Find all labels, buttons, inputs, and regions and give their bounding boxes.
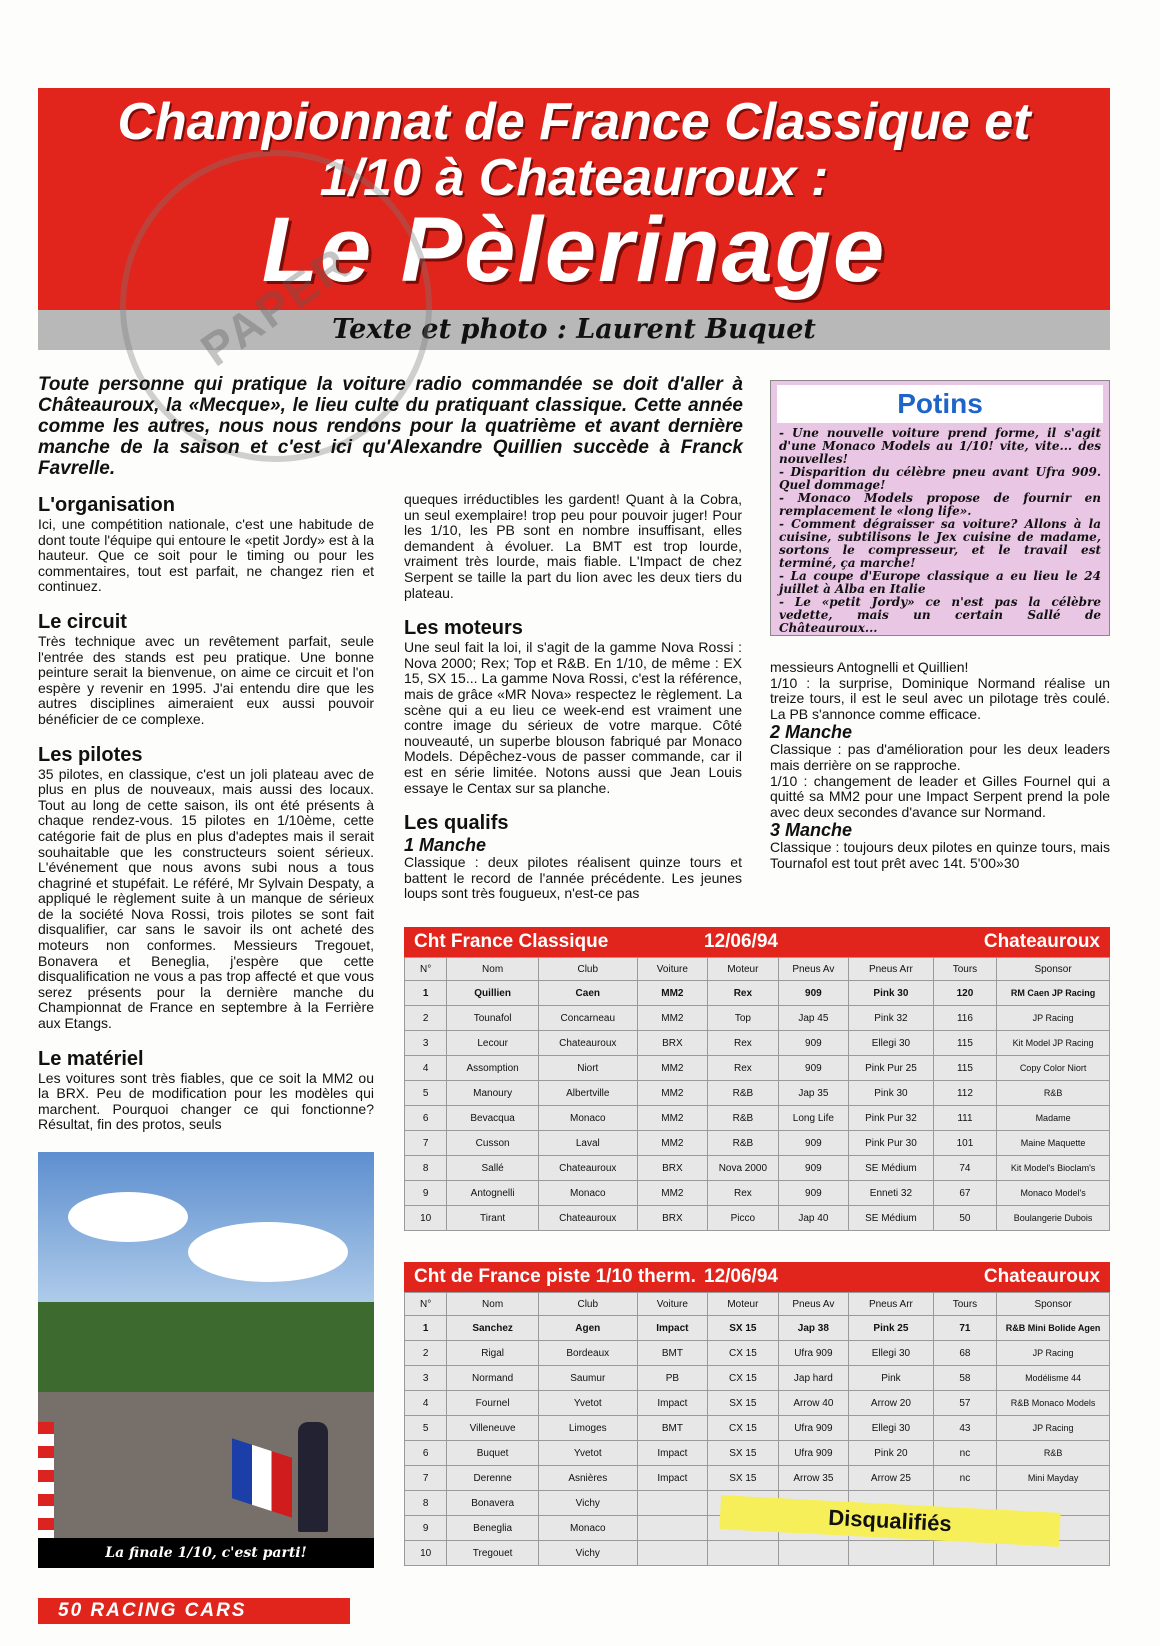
table-column-headers — [405, 1293, 1110, 1316]
headline: Le Pèlerinage — [261, 199, 887, 301]
column-header: N° — [405, 958, 447, 981]
table-row — [405, 1031, 1110, 1056]
table-cell: CX 15 — [708, 1341, 779, 1366]
table-cell: 115 — [933, 1031, 996, 1056]
results-table-classique — [404, 927, 1110, 1231]
table-cell: Chateauroux — [538, 1156, 637, 1181]
table-cell: MM2 — [637, 1081, 708, 1106]
table-cell: 909 — [778, 1031, 849, 1056]
section-title-materiel: Le matériel — [38, 1047, 144, 1070]
table-header-bar — [404, 927, 1110, 957]
table-cell: Albertville — [538, 1081, 637, 1106]
table-cell: Assomption — [447, 1056, 539, 1081]
column-header: Pneus Arr — [849, 1293, 934, 1316]
section-title-qualifs: Les qualifs — [404, 812, 509, 835]
results-grid — [404, 957, 1110, 1231]
table-cell: Impact — [637, 1316, 708, 1341]
table-row — [405, 1006, 1110, 1031]
column-header: N° — [405, 1293, 447, 1316]
table-cell: SX 15 — [708, 1466, 779, 1491]
manche-1-title: 1 Manche — [404, 835, 487, 856]
table-cell: CX 15 — [708, 1416, 779, 1441]
table-row — [405, 1541, 1110, 1566]
table-cell: SX 15 — [708, 1441, 779, 1466]
table-cell: 909 — [778, 981, 849, 1006]
table-cell: Bevacqua — [447, 1106, 539, 1131]
table-cell: Buquet — [447, 1441, 539, 1466]
column-header: Moteur — [708, 958, 779, 981]
table-cell: JP Racing — [997, 1416, 1110, 1441]
section-title-organisation: L'organisation — [38, 494, 175, 516]
page-footer: 50 RACING CARS — [38, 1598, 350, 1624]
table-cell: 3 — [405, 1366, 447, 1391]
table-cell: 68 — [933, 1341, 996, 1366]
manche-1-110-text: 1/10 : la surprise, Dominique Normand réalise un treize tours, il est le seul avec un pilotage très coulé. La PB s'annonce comme efficace. — [770, 674, 1110, 722]
table-cell: MM2 — [637, 1056, 708, 1081]
column-3 — [770, 660, 1110, 872]
table-cell: Vichy — [538, 1541, 637, 1566]
table-cell: 7 — [405, 1466, 447, 1491]
table-cell: Arrow 40 — [778, 1391, 849, 1416]
table-cell: 7 — [405, 1131, 447, 1156]
table-row — [405, 1206, 1110, 1231]
table-cell: BMT — [637, 1416, 708, 1441]
table-cell: 909 — [778, 1156, 849, 1181]
table-row — [405, 1466, 1110, 1491]
table-place: Chateauroux — [983, 931, 1100, 952]
table-cell: Modélisme 44 — [997, 1366, 1110, 1391]
section-text-organisation: Ici, une compétition nationale, c'est une habitude de dont toute l'équipe qui entoure le «petit Jordy» est à la hauteur. Que ce soit pour le timing ou pour les commentaires, tout est parfait, ne changez rien et continuez. — [38, 516, 374, 595]
table-cell: Concarneau — [538, 1006, 637, 1031]
table-cell: Normand — [447, 1366, 539, 1391]
manche-3-title: 3 Manche — [770, 820, 853, 841]
manche-1-cont: messieurs Antognelli et Quillien! — [770, 659, 969, 675]
potins-list — [779, 427, 1101, 635]
table-cell: BRX — [637, 1156, 708, 1181]
disqualified-label: Disqualifiés — [719, 1495, 1060, 1547]
table-cell: R&B — [708, 1081, 779, 1106]
table-title: Cht de France piste 1/10 therm. — [414, 1266, 696, 1287]
table-cell: 2 — [405, 1341, 447, 1366]
table-row — [405, 1181, 1110, 1206]
table-cell: Tirant — [447, 1206, 539, 1231]
table-cell: BRX — [637, 1206, 708, 1231]
column-header: Moteur — [708, 1293, 779, 1316]
table-cell: MM2 — [637, 1181, 708, 1206]
table-cell: Maine Maquette — [997, 1131, 1110, 1156]
table-cell: Yvetot — [538, 1441, 637, 1466]
table-cell — [637, 1516, 708, 1541]
table-cell: 8 — [405, 1156, 447, 1181]
table-cell: Jap 40 — [778, 1206, 849, 1231]
column-header: Club — [538, 1293, 637, 1316]
table-cell: Pink — [849, 1366, 934, 1391]
section-title-pilotes: Les pilotes — [38, 743, 143, 766]
table-cell: PB — [637, 1366, 708, 1391]
section-text-pilotes: 35 pilotes, en classique, c'est un joli plateau avec de plus en plus de nouveaux, mais aussi des locaux. Tout au long de cette saison, ils ont été présents à chaque rendez-vous. 15 pilotes en 1/10ème, cette catégorie fait de plus en plus d'adeptes mais il serait souhaitable que les constructeurs soient sérieux. L'événement que nous avons subi nous a tous chagriné et stupéfait. Le référé, Mr Sylvain Despaty, a appliqué le règlement suite à un manque de sérieux de la société Nova Rossi, trois pilotes se sont fait disqualifier, car sans le savoir ils ont acheté des moteurs non conformes. Messieurs Tregouet, Bonavera et Beneglia, j'espère que cette disqualification ne vous a pas trop affecté et que vous serez présents pour la dernière manche du Championnat de France en septembre à la Ferrière aux Etangs. — [38, 765, 374, 1032]
table-cell: 909 — [778, 1131, 849, 1156]
table-cell: Quillien — [447, 981, 539, 1006]
table-cell: MM2 — [637, 1006, 708, 1031]
table-cell — [849, 1541, 934, 1566]
table-cell: Ellegi 30 — [849, 1416, 934, 1441]
table-cell: Ufra 909 — [778, 1416, 849, 1441]
table-cell: R&B Mini Bolide Agen — [997, 1316, 1110, 1341]
table-cell: BMT — [637, 1341, 708, 1366]
column-header: Pneus Av — [778, 958, 849, 981]
table-cell: Pink 30 — [849, 981, 934, 1006]
table-cell: Pink Pur 32 — [849, 1106, 934, 1131]
table-cell — [708, 1541, 779, 1566]
table-cell: Bonavera — [447, 1491, 539, 1516]
table-cell: 4 — [405, 1056, 447, 1081]
byline: Texte et photo : Laurent Buquet — [38, 310, 1110, 350]
potins-title: Potins — [777, 385, 1103, 423]
table-cell — [778, 1541, 849, 1566]
table-cell: Impact — [637, 1466, 708, 1491]
table-cell: Sallé — [447, 1156, 539, 1181]
manche-2-title: 2 Manche — [770, 722, 853, 743]
table-cell: 74 — [933, 1156, 996, 1181]
table-cell: Nova 2000 — [708, 1156, 779, 1181]
table-cell: Lecour — [447, 1031, 539, 1056]
table-cell: R&B — [997, 1441, 1110, 1466]
table-cell: Antognelli — [447, 1181, 539, 1206]
table-cell: 9 — [405, 1181, 447, 1206]
table-cell: Copy Color Niort — [997, 1056, 1110, 1081]
table-cell: Rigal — [447, 1341, 539, 1366]
table-cell: Madame — [997, 1106, 1110, 1131]
table-cell: 111 — [933, 1106, 996, 1131]
table-cell: Bordeaux — [538, 1341, 637, 1366]
table-row — [405, 1156, 1110, 1181]
table-cell: Kit Model JP Racing — [997, 1031, 1110, 1056]
potins-item: - Monaco Models propose de fournir en remplacement le «long life». — [779, 491, 1101, 518]
table-cell: JP Racing — [997, 1006, 1110, 1031]
race-photo — [38, 1152, 374, 1568]
table-cell: Beneglia — [447, 1516, 539, 1541]
table-cell: 4 — [405, 1391, 447, 1416]
table-cell: Ufra 909 — [778, 1341, 849, 1366]
table-cell: Sanchez — [447, 1316, 539, 1341]
table-cell: Pink Pur 25 — [849, 1056, 934, 1081]
table-cell: 909 — [778, 1056, 849, 1081]
table-cell — [637, 1491, 708, 1516]
table-cell: 10 — [405, 1541, 447, 1566]
table-cell: Jap 35 — [778, 1081, 849, 1106]
table-cell: Vichy — [538, 1491, 637, 1516]
section-text-materiel: Les voitures sont très fiables, que ce soit la MM2 ou la BRX. Peu de modification pour les modèles qui marchent. Pourquoi changer ce qui fonctionne? Résultat, fin des protos, seuls — [38, 1069, 374, 1133]
potins-item: - Le «petit Jordy» ce n'est pas la célèbre vedette, mais un certain Sallé de Châteauroux... — [779, 595, 1101, 635]
table-cell: Arrow 20 — [849, 1391, 934, 1416]
table-cell: Ellegi 30 — [849, 1031, 934, 1056]
table-cell: 50 — [933, 1206, 996, 1231]
column-header: Club — [538, 958, 637, 981]
table-row — [405, 1416, 1110, 1441]
table-cell: R&B — [997, 1081, 1110, 1106]
table-row — [405, 1081, 1110, 1106]
table-cell: Pink 30 — [849, 1081, 934, 1106]
table-cell: 3 — [405, 1031, 447, 1056]
table-row — [405, 1106, 1110, 1131]
table-cell: R&B — [708, 1106, 779, 1131]
column-header: Pneus Arr — [849, 958, 934, 981]
table-cell: SX 15 — [708, 1391, 779, 1416]
potins-item: - Une nouvelle voiture prend forme, il s'agit d'une Monaco Models au 1/10! vite, vite... des nouvelles! — [779, 426, 1101, 466]
photo-cloud — [188, 1222, 348, 1282]
table-cell: Pink Pur 30 — [849, 1131, 934, 1156]
table-cell: Rex — [708, 1031, 779, 1056]
photo-trees — [38, 1302, 374, 1392]
table-cell: Laval — [538, 1131, 637, 1156]
table-cell: 8 — [405, 1491, 447, 1516]
table-cell: 5 — [405, 1081, 447, 1106]
table-cell: Tounafol — [447, 1006, 539, 1031]
manche-2-110-text: 1/10 : changement de leader et Gilles Fournel qui a quitté sa MM2 pour une Impact Serpent prend la pole avec deux secondes d'avance sur Normand. — [770, 772, 1110, 820]
title-line-2: 1/10 à Chateauroux : — [319, 149, 829, 207]
table-cell: 6 — [405, 1441, 447, 1466]
table-cell: RM Caen JP Racing — [997, 981, 1110, 1006]
table-cell: SE Médium — [849, 1206, 934, 1231]
table-cell: R&B — [708, 1131, 779, 1156]
title-line-1: Championnat de France Classique et — [117, 93, 1031, 151]
table-date: 12/06/94 — [704, 1266, 778, 1287]
table-cell: CX 15 — [708, 1366, 779, 1391]
table-cell: Impact — [637, 1391, 708, 1416]
table-cell: Rex — [708, 1056, 779, 1081]
manche-2-text: Classique : pas d'amélioration pour les deux leaders mais derrière on se rapproche. — [770, 741, 1110, 773]
table-cell: 112 — [933, 1081, 996, 1106]
table-cell: Yvetot — [538, 1391, 637, 1416]
table-cell: Pink 32 — [849, 1006, 934, 1031]
table-cell: nc — [933, 1441, 996, 1466]
table-cell: Mini Mayday — [997, 1466, 1110, 1491]
photo-caption: La finale 1/10, c'est parti! — [38, 1538, 374, 1568]
table-row — [405, 1391, 1110, 1416]
table-column-headers — [405, 958, 1110, 981]
lead-paragraph: Toute personne qui pratique la voiture radio commandée se doit d'aller à Châteauroux, la «Mecque», le lieu culte du pratiquant classique. Cette année comme les autres, nous nous rendons pour la quatrième et avant dernière manche de la saison et c'est ici qu'Alexandre Quillien succède à Franck Favrelle. — [38, 374, 743, 479]
table-cell: JP Racing — [997, 1341, 1110, 1366]
table-cell: Boulangerie Dubois — [997, 1206, 1110, 1231]
table-cell: Ufra 909 — [778, 1441, 849, 1466]
table-cell: Fournel — [447, 1391, 539, 1416]
column-2 — [404, 492, 742, 902]
table-cell: MM2 — [637, 981, 708, 1006]
section-text-materiel-cont: queques irréductibles les gardent! Quant à la Cobra, un seul exemplaire! trop peu pour pouvoir juger! Pour les 1/10, les PB sont en nombre insuffisant, elles demandent à évoluer. La BMT est trop lourde, vraiment très lourde, mais fiable. L'Impact de chez Serpent se taille la part du lion avec les deux tiers du plateau. — [404, 491, 742, 601]
column-header: Sponsor — [997, 958, 1110, 981]
table-cell: Arrow 35 — [778, 1466, 849, 1491]
table-cell: Jap hard — [778, 1366, 849, 1391]
table-cell: Saumur — [538, 1366, 637, 1391]
table-cell: Monaco — [538, 1516, 637, 1541]
column-header: Tours — [933, 958, 996, 981]
table-cell: nc — [933, 1466, 996, 1491]
table-cell: 57 — [933, 1391, 996, 1416]
column-header: Sponsor — [997, 1293, 1110, 1316]
table-cell: Monaco — [538, 1181, 637, 1206]
table-cell: 6 — [405, 1106, 447, 1131]
table-row — [405, 1441, 1110, 1466]
table-cell: MM2 — [637, 1131, 708, 1156]
table-cell: 71 — [933, 1316, 996, 1341]
manche-3-text: Classique : toujours deux pilotes en quinze tours, mais Tournafol est tout prêt avec 14t. 5'00»30 — [770, 839, 1110, 871]
table-cell: Arrow 25 — [849, 1466, 934, 1491]
table-cell: Villeneuve — [447, 1416, 539, 1441]
table-cell: 5 — [405, 1416, 447, 1441]
table-row — [405, 1056, 1110, 1081]
column-header: Nom — [447, 958, 539, 981]
manche-1-text: Classique : deux pilotes réalisent quinze tours et battent le record de l'année précédente. Les jeunes loups sont très fougueux, n'est-ce pas — [404, 854, 742, 902]
table-row — [405, 1131, 1110, 1156]
section-title-circuit: Le circuit — [38, 610, 127, 633]
column-header: Voiture — [637, 1293, 708, 1316]
table-cell: BRX — [637, 1031, 708, 1056]
table-title: Cht France Classique — [414, 931, 609, 952]
table-row — [405, 1341, 1110, 1366]
table-cell: 116 — [933, 1006, 996, 1031]
table-cell: Derenne — [447, 1466, 539, 1491]
table-cell: Pink 25 — [849, 1316, 934, 1341]
table-cell: Impact — [637, 1441, 708, 1466]
section-text-circuit: Très technique avec un revêtement parfait, seule l'entrée des stands est peu pratique. Une bonne peinture serait la bienvenue, on aime ce circuit et l'on espère y revenir en 1995. J'ai entendu dire que les autres disciplines aimeraient eux aussi pouvoir bénéficier de ce complexe. — [38, 632, 374, 727]
table-cell: Top — [708, 1006, 779, 1031]
section-text-moteurs: Une seul fait la loi, il s'agit de la gamme Nova Rossi : Nova 2000; Rex; Top et R&B. En 1/10, de même : EX 15, SX 15... La gamme Nova Rossi, c'est la référence, mais de grâce «MR Nova» respectez le règlement. La scène qui a eu lieu ce week-end est vraiment une contre image du sérieux de votre marque. Côté nouveauté, un superbe blouson fabriqué par Monaco Models. Dépêchez-vous de passer commande, car il est en série limitée. Notons aussi que Jean Louis essaye le Centax sur sa planche. — [404, 639, 742, 796]
table-place: Chateauroux — [983, 1266, 1100, 1287]
table-cell: Long Life — [778, 1106, 849, 1131]
table-cell: 10 — [405, 1206, 447, 1231]
table-cell: Pink 20 — [849, 1441, 934, 1466]
table-cell: Niort — [538, 1056, 637, 1081]
table-cell: Agen — [538, 1316, 637, 1341]
column-header: Pneus Av — [778, 1293, 849, 1316]
table-cell: 120 — [933, 981, 996, 1006]
table-cell: Kit Model's Bioclam's — [997, 1156, 1110, 1181]
table-cell: 909 — [778, 1181, 849, 1206]
table-cell: Jap 38 — [778, 1316, 849, 1341]
table-cell: 1 — [405, 1316, 447, 1341]
column-1 — [38, 494, 374, 1149]
table-cell: Asnières — [538, 1466, 637, 1491]
table-row — [405, 981, 1110, 1006]
table-cell — [637, 1541, 708, 1566]
table-cell: SE Médium — [849, 1156, 934, 1181]
potins-item: - La coupe d'Europe classique a eu lieu le 24 juillet à Alba en Italie — [779, 569, 1101, 596]
table-cell: 115 — [933, 1056, 996, 1081]
table-cell: Rex — [708, 981, 779, 1006]
photo-cloud — [68, 1192, 188, 1242]
table-cell: 2 — [405, 1006, 447, 1031]
potins-item: - Comment dégraisser sa voiture? Allons à la cuisine, subtilisons le Jex cuisine de madame, sortons le compresseur, et le travail est terminé, ça marche! — [779, 517, 1101, 570]
table-cell: 67 — [933, 1181, 996, 1206]
table-cell: Tregouet — [447, 1541, 539, 1566]
table-cell: Enneti 32 — [849, 1181, 934, 1206]
table-cell: Ellegi 30 — [849, 1341, 934, 1366]
table-cell: Caen — [538, 981, 637, 1006]
table-cell: Limoges — [538, 1416, 637, 1441]
table-cell: 1 — [405, 981, 447, 1006]
table-cell: Chateauroux — [538, 1031, 637, 1056]
table-cell: Chateauroux — [538, 1206, 637, 1231]
table-cell: MM2 — [637, 1106, 708, 1131]
table-row — [405, 1366, 1110, 1391]
column-header: Tours — [933, 1293, 996, 1316]
watermark-stamp: PAPER — [59, 89, 494, 524]
column-header: Voiture — [637, 958, 708, 981]
table-cell: 43 — [933, 1416, 996, 1441]
table-cell: Rex — [708, 1181, 779, 1206]
table-cell: Picco — [708, 1206, 779, 1231]
table-cell: Monaco — [538, 1106, 637, 1131]
table-cell: Jap 45 — [778, 1006, 849, 1031]
table-cell: Cusson — [447, 1131, 539, 1156]
photo-starter — [298, 1422, 328, 1532]
table-date: 12/06/94 — [704, 931, 778, 952]
table-cell — [933, 1541, 996, 1566]
table-cell: 58 — [933, 1366, 996, 1391]
column-header: Nom — [447, 1293, 539, 1316]
table-cell: Manoury — [447, 1081, 539, 1106]
table-cell: 9 — [405, 1516, 447, 1541]
table-header-bar — [404, 1262, 1110, 1292]
potins-box — [770, 380, 1110, 636]
table-row — [405, 1316, 1110, 1341]
table-cell: R&B Monaco Models — [997, 1391, 1110, 1416]
table-cell: Monaco Model's — [997, 1181, 1110, 1206]
table-cell: 101 — [933, 1131, 996, 1156]
table-cell: SX 15 — [708, 1316, 779, 1341]
section-title-moteurs: Les moteurs — [404, 617, 523, 640]
potins-item: - Disparition du célèbre pneu avant Ufra 909. Quel dommage! — [779, 465, 1101, 492]
